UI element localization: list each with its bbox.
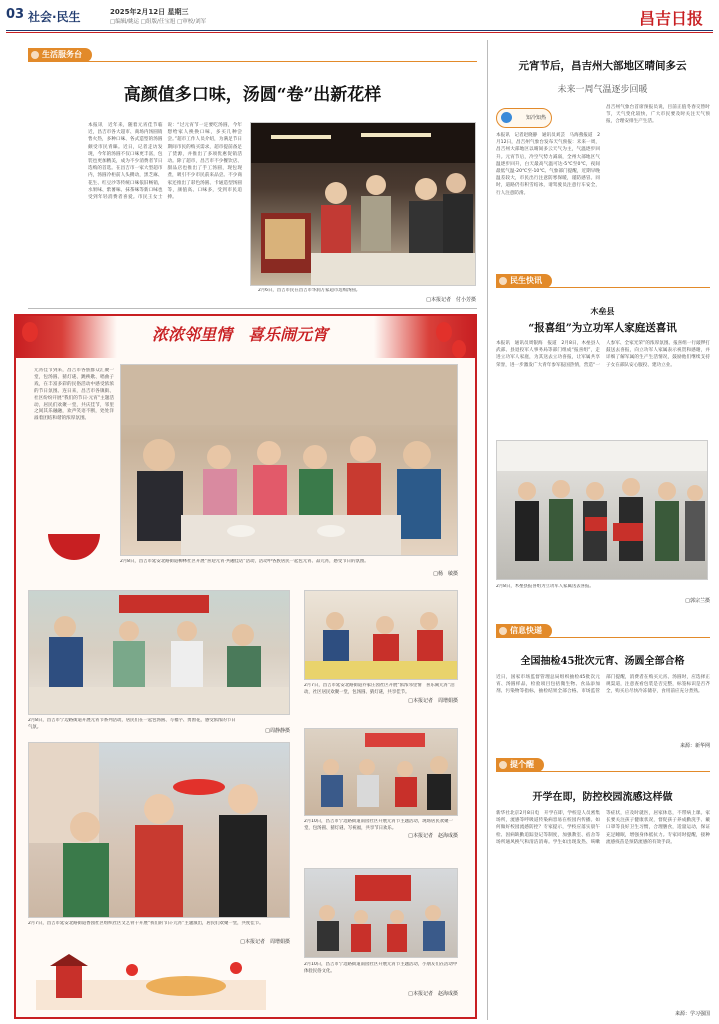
section-tag-reminder: 提个醒	[496, 758, 544, 772]
photo-community-5	[304, 868, 458, 958]
tag-rule	[496, 287, 710, 288]
article-weather-body: 本报讯 记者赵晓静 通讯员刘芸 马海燕报道 2月12日，昌吉州气象台发布天气预报：未来一周，昌吉州大部地区以晴间多云天气为主，气温逐步回升。元宵节后，冷空气势力减弱，全州大部地区气温逐步回升，白天最高气温可达-5℃至0℃，夜间最低气温-20℃至-10℃。气象部门提醒，近期早晚温差较大，市民出行注意防寒保暖，谨防感冒。同时，道路仍有积雪结冰，请驾驶员注意行车安全，行人注意防滑。	[496, 133, 600, 196]
photo-performance	[28, 742, 290, 918]
issue-date: 2025年2月12日 星期三	[110, 8, 189, 16]
credit-community-2: □本报记者 周增娟摄	[408, 698, 458, 704]
caption-community-5: 2月10日，昌吉市宁边路街道南园社区开展元宵节主题活动，小朋友们在活动中体验民俗文化。	[304, 962, 458, 974]
photo-community-5-art	[305, 869, 458, 958]
photo-military-family-art	[497, 441, 708, 580]
headline-reminder: 开学在即，防控校园流感这样做	[532, 792, 673, 803]
photo-performance-art	[29, 743, 290, 918]
credit-performance: □本报记者 周增娟摄	[240, 939, 290, 945]
photo-community-3-art	[305, 729, 458, 816]
photo-community-2-art	[305, 591, 458, 680]
photo-supermarket	[250, 122, 476, 286]
credit-supermarket: □本报记者 付小芳摄	[426, 297, 476, 303]
lantern-icon	[22, 322, 38, 342]
column-divider	[487, 40, 488, 1020]
article-people-news-body: 本报讯 通讯员周银海 报道 2月8日，木垒县人武部、县退役军人事务局等部门组成“报喜组”，走进立功军人家庭，为其送去立功喜报，让军属共享荣誉，进一步激发广大青年参军报国热情，营造“一人参军、全家光荣”的浓厚氛围。报喜组一行敲锣打鼓送去喜报，向立功军人家属表示祝贺和感谢，并详细了解军属的生产生活情况，鼓励他们继续支持子女在部队安心服役、建功立业。	[496, 341, 710, 368]
caption-main: 2月8日，昌吉市延安北路街道柳林社区开展“喜迎元宵·共融佳话”活动，活动中各族居民一起包元宵、品元宵，感受节日的氛围。	[120, 559, 369, 564]
photo-community-1	[28, 590, 290, 715]
header-rule-accent	[6, 32, 713, 33]
caption-community-2: 2月7日，昌吉市延安北路街道乔家庄园社区开展“浓浓邻里情 喜乐闹元宵”活动，社区居民欢聚一堂，包汤圆、猜灯谜，共享佳节。	[304, 683, 455, 695]
caption-performance: 2月7日，昌吉市延安北路街道香园社区组织社区文艺骨干开展“我们的节日·元宵”主题演出，居民们欢聚一堂，共度佳节。	[28, 921, 264, 926]
lantern-icon	[452, 340, 466, 358]
festival-decoration-art	[36, 950, 266, 1010]
credit-community-1: □周静静摄	[265, 728, 290, 734]
photo-community-1-art	[29, 591, 290, 715]
festival-decoration	[36, 950, 266, 1010]
headline-info-express: 全国抽检45批次元宵、汤圆全部合格	[520, 656, 685, 667]
section-tag-people-news: 民生快讯	[496, 274, 552, 288]
caption-community-1: 2月8日，昌吉市宁边路街道开展元宵节系列活动，居民们在一起包汤圆、写福字、剪窗花，感受浓浓的节日气氛。	[28, 718, 236, 730]
section-tag-life-service: 生活服务台	[28, 48, 92, 62]
credit-reminder: 来源：学习强国	[674, 1011, 710, 1017]
photo-community-3	[304, 728, 458, 816]
section-tag-info-express: 信息快递	[496, 624, 552, 638]
photo-military-family	[496, 440, 708, 580]
section-name: 社会·民生	[28, 10, 81, 24]
tag-rule	[496, 637, 710, 638]
article-tangyuan-body: 本报讯 近年来，随着元宵佳节临近，昌吉市各大超市、商场内汤圆销售火热，多种口味、各式造型的汤圆颇受市民青睐。近日，记者走访发现，今年的汤圆不仅口味更丰富，包装也更加精美，成为不少消费者节日选购的首选。在昌吉市一家大型超市内，汤圆冷柜前人头攒动，黑芝麻、花生、红豆沙等传统口味依旧畅销，水果味、紫薯味、抹茶味等新口味也受到年轻消费者喜爱。市民王女士说：“过元宵节一定要吃汤圆，今年想给家人换换口味，多买几种尝尝。”超市工作人员介绍，为满足节日期间市民的购买需求，超市提前备足了货源，并推出了多项优惠促销活动。除了超市，昌吉市不少餐饮店、甜品店也推出了手工汤圆，现包现煮，吸引不少市民前来品尝。不少商家还推出了彩色汤圆、卡通造型汤圆等，颜值高、口味多，受到市民追捧。	[88, 123, 242, 201]
banner-title: 浓浓邻里情 喜乐闹元宵	[151, 325, 328, 344]
lantern-icon	[436, 322, 452, 342]
weather-icon	[501, 112, 512, 123]
subhead-weather: 未来一周气温逐步回暖	[557, 85, 648, 95]
credit-info-express: 来源：新华网	[679, 743, 710, 749]
newspaper-logo: 昌吉日报	[638, 9, 703, 28]
editors-line: □编辑/姚运 □组版/任宝旭 □审校/刘军	[110, 19, 207, 25]
page-number: 03	[6, 7, 25, 22]
credit-main: □杨 敏摄	[433, 571, 458, 577]
photo-supermarket-art	[251, 123, 476, 286]
photo-main-art	[121, 365, 458, 556]
caption-supermarket: 2月6日，昌吉市民在昌吉市华润万家超市选购汤圆。	[258, 288, 361, 293]
divider	[28, 308, 477, 309]
weather-badge: 知冷知热	[496, 108, 552, 128]
header-rule	[6, 30, 713, 31]
photo-main-dumplings	[120, 364, 458, 556]
article-info-express-body: 近日，国家市场监督管理总局组织抽检45批次元宵、汤圆样品，检验项目包括微生物、食品添加剂、污染物等指标，抽检结果全部合格。市场监管部门提醒，消费者在购买元宵、汤圆时，应选择正规渠道，注意查看包装是否完整，标签标识是否齐全，购买后尽快冷冻储存，食用前应充分煮熟。	[496, 675, 710, 695]
article-weather-body-2: 昌吉州气象台首席预报员说，目前正值冬春交替时节，天气变化较快，广大市民要及时关注天气预报，合理安排生产生活。	[606, 105, 710, 125]
headline-tangyuan: 高颜值多口味，汤圆“卷”出新花样	[123, 85, 382, 105]
tag-rule	[28, 61, 477, 62]
headline-people-news: “报喜组”为立功军人家庭送喜讯	[528, 322, 677, 334]
article-reminder-body: 新华社北京2月8日电 开学在即，学校是人员密集场所，流感等呼吸道传染病容易在校园内传播。如何做好校园流感防控？专家提示，学校应落实晨午检、因病缺勤追踪登记等制度，加强教室、宿舍等场所通风换气和清洁消毒。学生如出现发热、咳嗽等症状，应及时就医，居家休息，不带病上课。家长要关注孩子健康状况，督促孩子养成勤洗手、戴口罩等良好卫生习惯，合理膳食，适量运动，保证充足睡眠，增强身体抵抗力。专家同时提醒，接种流感疫苗是预防流感的有效手段。	[496, 811, 710, 845]
county-name: 木垒县	[590, 307, 615, 316]
tag-rule	[496, 771, 710, 772]
headline-weather: 元宵节后，昌吉州大部地区晴间多云	[518, 60, 687, 72]
caption-military-family: 2月8日，木垒县报喜组为立功军人家属送去喜报。	[496, 584, 594, 589]
photo-community-2	[304, 590, 458, 680]
credit-military-family: □郭宗兰摄	[685, 598, 710, 604]
caption-community-3: 2月10日，昌吉市宁边路街道南园社区开展元宵节主题活动，现场居民欢聚一堂，包汤圆、猜灯谜、写祝福，共享节日欢乐。	[304, 819, 453, 831]
credit-community-3: □本报记者 赵海成摄	[408, 833, 458, 839]
lantern-intro: 元宵佳节到来，昌吉市各族群众汇聚一堂，包汤圆、猜灯谜、跳秧歌、唱曲子戏，在丰富多彩的民俗活动中感受浓浓的节日氛围。连日来，昌吉市各镇街、社区纷纷开展“我们的节日·元宵”主题活动，居民们欢聚一堂，共庆佳节，邻里之间其乐融融，欢声笑语不断，处处洋溢着团结和谐的浓厚氛围。	[34, 368, 114, 422]
credit-community-5: □本报记者 赵海成摄	[408, 991, 458, 997]
